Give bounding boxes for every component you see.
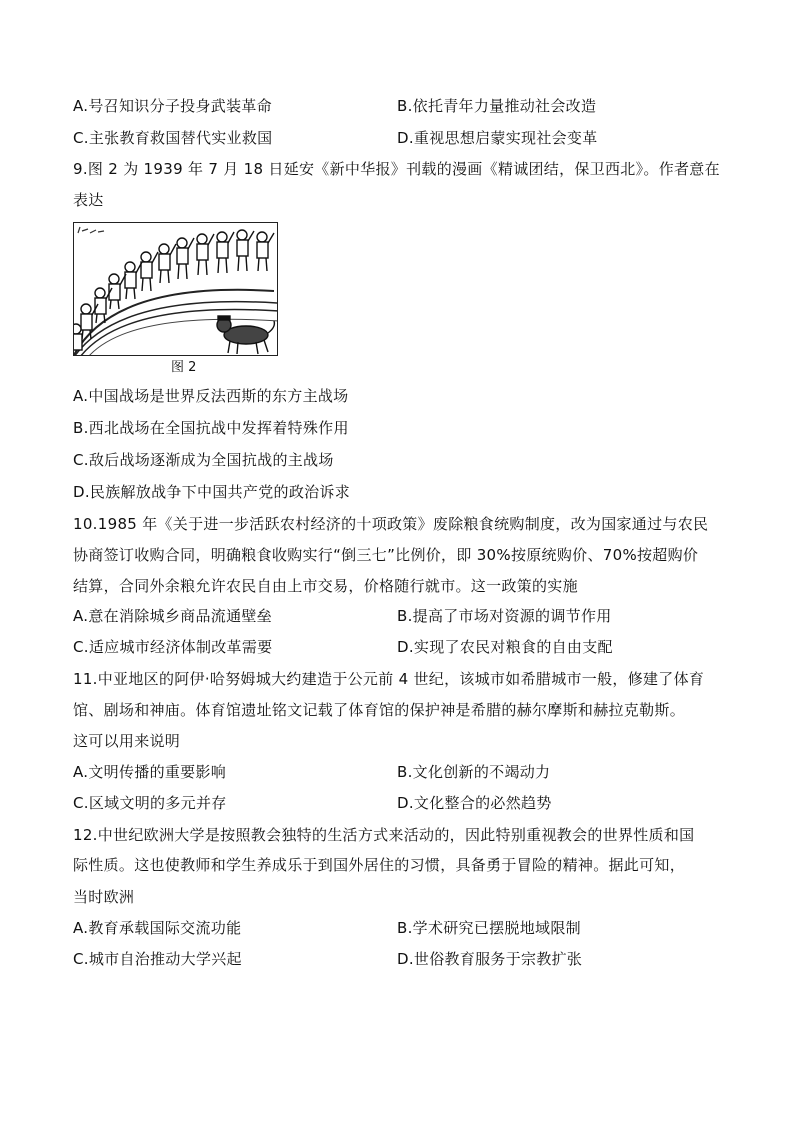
q11-option-a: A.文明传播的重要影响 [73, 763, 227, 781]
q10-option-b: B.提高了市场对资源的调节作用 [397, 607, 612, 625]
q8-option-d: D.重视思想启蒙实现社会变革 [397, 129, 598, 147]
q9-stem-line-2: 表达 [73, 191, 104, 209]
q8-option-b: B.依托青年力量推动社会改造 [397, 97, 597, 115]
q11-stem-line-1: 11.中亚地区的阿伊·哈努姆城大约建造于公元前 4 世纪，该城市如希腊城市一般，修建了体育 [73, 670, 705, 688]
q10-option-d: D.实现了农民对粮食的自由支配 [397, 638, 613, 656]
cartoon-illustration [74, 223, 278, 356]
q10-option-c: C.适应城市经济体制改革需要 [73, 638, 273, 656]
q9-option-d: D.民族解放战争下中国共产党的政治诉求 [73, 483, 351, 501]
q12-stem-line-1: 12.中世纪欧洲大学是按照教会独特的生活方式来活动的，因此特别重视教会的世界性质和国 [73, 826, 695, 844]
q10-option-a: A.意在消除城乡商品流通壁垒 [73, 607, 272, 625]
q11-option-b: B.文化创新的不竭动力 [397, 763, 551, 781]
q9-stem-line-1: 9.图 2 为 1939 年 7 月 18 日延安《新中华报》刊载的漫画《精诚团结，保卫西北》。作者意在 [73, 160, 720, 178]
q9-option-b: B.西北战场在全国抗战中发挥着特殊作用 [73, 419, 349, 437]
q8-option-c: C.主张教育救国替代实业救国 [73, 129, 273, 147]
q9-option-c: C.敌后战场逐渐成为全国抗战的主战场 [73, 451, 334, 469]
figure-caption: 图 2 [171, 360, 197, 375]
q10-stem-line-2: 协商签订收购合同，明确粮食收购实行“倒三七”比例价，即 30%按原统购价、70%按超购价 [73, 546, 699, 564]
q11-option-d: D.文化整合的必然趋势 [397, 794, 552, 812]
q12-option-d: D.世俗教育服务于宗教扩张 [397, 950, 583, 968]
q9-option-a: A.中国战场是世界反法西斯的东方主战场 [73, 387, 349, 405]
q11-stem-line-3: 这可以用来说明 [73, 732, 181, 750]
q11-stem-line-2: 馆、剧场和神庙。体育馆遗址铭文记载了体育馆的保护神是希腊的赫尔摩斯和赫拉克勒斯。 [73, 701, 686, 719]
q12-option-a: A.教育承载国际交流功能 [73, 919, 242, 937]
q11-option-c: C.区域文明的多元并存 [73, 794, 227, 812]
q10-stem-line-3: 结算，合同外余粮允许农民自由上市交易，价格随行就市。这一政策的实施 [73, 577, 578, 595]
q8-option-a: A.号召知识分子投身武装革命 [73, 97, 272, 115]
q10-stem-line-1: 10.1985 年《关于进一步活跃农村经济的十项政策》废除粮食统购制度，改为国家通过与农民 [73, 515, 709, 533]
q12-option-c: C.城市自治推动大学兴起 [73, 950, 242, 968]
q12-option-b: B.学术研究已摆脱地域限制 [397, 919, 581, 937]
q12-stem-line-2: 际性质。这也使教师和学生养成乐于到国外居住的习惯，具备勇于冒险的精神。据此可知， [73, 856, 686, 874]
q9-cartoon-figure [73, 222, 278, 356]
q12-stem-line-3: 当时欧洲 [73, 888, 135, 906]
